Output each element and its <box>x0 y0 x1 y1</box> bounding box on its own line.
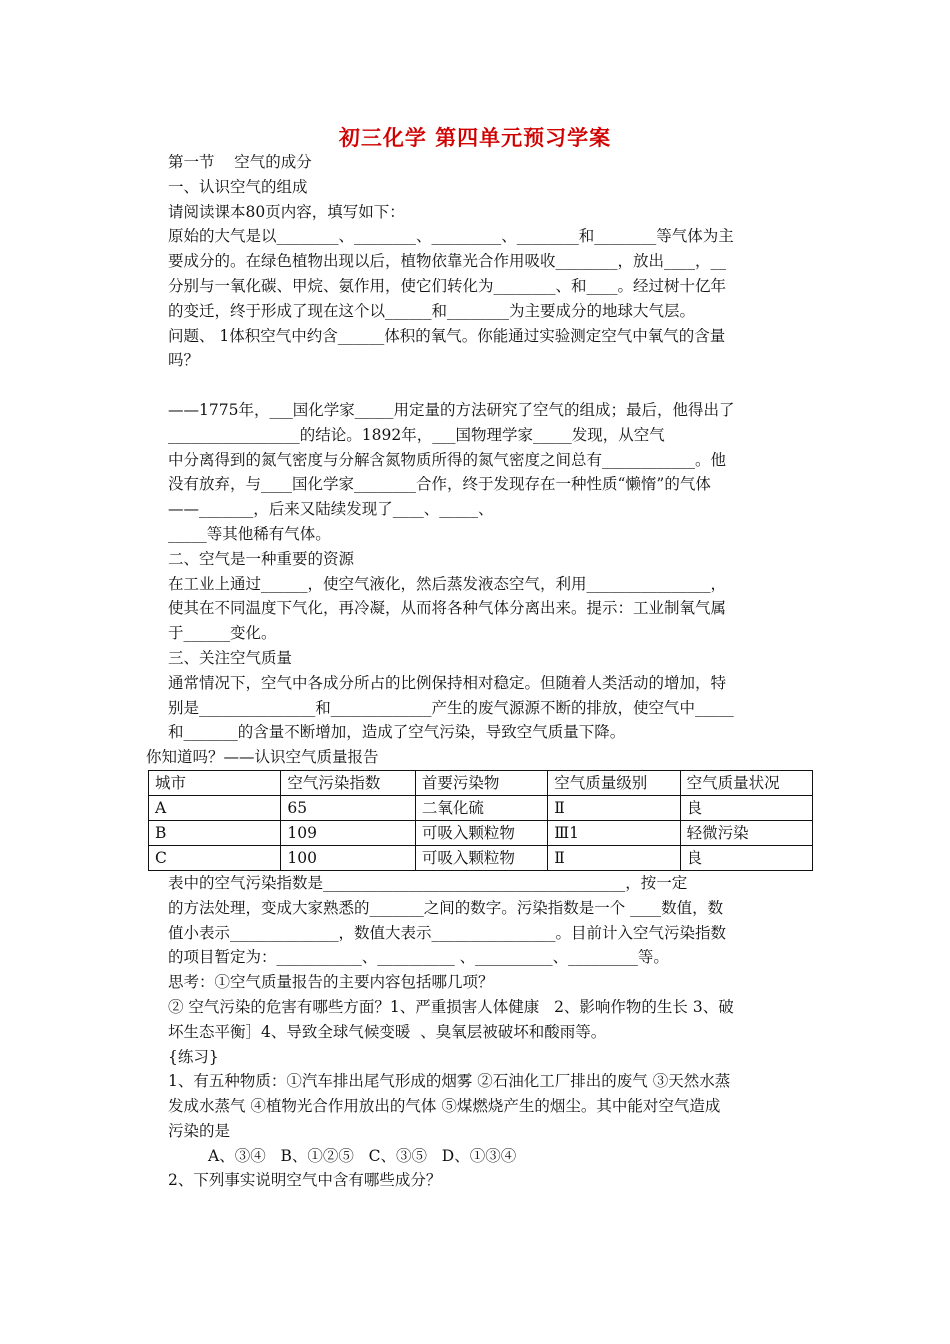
subsection-heading: 一、认识空气的组成 <box>168 177 308 196</box>
text-line: 别是_______________和_____________产生的废气源源不断的排放，使空气中_____ <box>168 698 734 717</box>
table-cell: 轻微污染 <box>680 820 812 845</box>
exercise-question: 2、下列事实说明空气中含有哪些成分？ <box>168 1171 442 1190</box>
exercise-question: 污染的是 <box>168 1121 231 1140</box>
text-line: ——_______，后来又陆续发现了____、_____、 <box>168 500 494 519</box>
text-line: 要成分的。在绿色植物出现以后，植物依靠光合作用吸收________，放出____，__ <box>168 252 727 271</box>
text-line: 没有放弃，与____国化学家________合作，终于发现存在一种性质“懒惰”的气体 <box>168 475 711 494</box>
table-cell: 可吸入颗粒物 <box>415 820 547 845</box>
section-heading: 第一节 空气的成分 <box>168 153 312 171</box>
table-row <box>149 795 813 820</box>
exercise-question: 1、有五种物质：①汽车排出尾气形成的烟雾 ②石油化工厂排出的废气 ③天然水蒸 <box>168 1072 731 1091</box>
text-line: 的变迁，终于形成了现在这个以______和________为主要成分的地球大气层。 <box>168 301 696 320</box>
text-line: 表中的空气污染指数是_______________________________________，按一定 <box>168 873 688 892</box>
answer-options: A、③④ B、①②⑤ C、③⑤ D、①③④ <box>208 1146 517 1165</box>
text-line: 原始的大气是以________、________、_________、________和________等气体为主 <box>168 227 734 246</box>
table-cell: Ⅱ <box>548 845 680 870</box>
text-line: 思考：①空气质量报告的主要内容包括哪几项？ <box>168 973 494 992</box>
header-cell: 空气质量级别 <box>548 770 680 795</box>
table-cell: 二氧化硫 <box>415 795 547 820</box>
header-cell: 首要污染物 <box>415 770 547 795</box>
question-line: 吗？ <box>168 351 200 370</box>
text-line: 的项目暂定为：___________、__________ 、__________、_________等。 <box>168 948 669 967</box>
text-line: 和_______的含量不断增加，造成了空气污染，导致空气质量下降。 <box>168 723 626 742</box>
table-cell: Ⅱ <box>548 795 680 820</box>
table-caption: 你知道吗？——认识空气质量报告 <box>146 748 379 767</box>
text-line: 值小表示______________，数值大表示________________。目前计入空气污染指数 <box>168 923 727 942</box>
text-line: _____等其他稀有气体。 <box>168 524 331 543</box>
table-header-row <box>149 770 813 795</box>
page-title: 初三化学 第四单元预习学案 <box>338 126 612 150</box>
blank-line <box>168 373 780 398</box>
header-cell: 城市 <box>149 770 281 795</box>
text-line: 分别与一氧化碳、甲烷、氨作用，使它们转化为________、和____。经过树十亿年 <box>168 276 727 295</box>
text-line: _________________的结论。1892年，___国物理学家_____发现，从空气 <box>168 425 665 444</box>
table-cell: C <box>149 845 281 870</box>
text-line: 坏生态平衡］4、导致全球气候变暖 、臭氧层被破坏和酸雨等。 <box>168 1022 607 1041</box>
exercise-heading: {练习} <box>168 1047 219 1066</box>
table-cell: A <box>149 795 281 820</box>
subsection-heading: 三、关注空气质量 <box>168 648 293 667</box>
text-line: ② 空气污染的危害有哪些方面？1、严重损害人体健康 2、影响作物的生长 3、破 <box>168 997 734 1016</box>
table-cell: 良 <box>680 845 812 870</box>
text-line: 的方法处理，变成大家熟悉的_______之间的数字。污染指数是一个 ____数值，数 <box>168 898 724 917</box>
exercise-question: 发成水蒸气 ④植物光合作用放出的气体 ⑤煤燃烧产生的烟尘。其中能对空气造成 <box>168 1097 721 1116</box>
table-cell: Ⅲ1 <box>548 820 680 845</box>
table-row <box>149 820 813 845</box>
document-body <box>146 150 780 1193</box>
table-row <box>149 845 813 870</box>
text-line: ——1775年，___国化学家_____用定量的方法研究了空气的组成；最后，他得出了 <box>168 400 735 419</box>
text-line: 请阅读课本80页内容，填写如下： <box>168 202 405 221</box>
table-cell: B <box>149 820 281 845</box>
table-cell: 65 <box>281 795 415 820</box>
header-cell: 空气污染指数 <box>281 770 415 795</box>
text-line: 在工业上通过______，使空气液化，然后蒸发液态空气，利用________________， <box>168 574 727 593</box>
table-cell: 良 <box>680 795 812 820</box>
question-line: 问题、 1体积空气中约含______体积的氧气。你能通过实验测定空气中氧气的含量 <box>168 326 726 345</box>
table-cell: 109 <box>281 820 415 845</box>
table-cell: 可吸入颗粒物 <box>415 845 547 870</box>
table-cell: 100 <box>281 845 415 870</box>
text-line: 中分离得到的氮气密度与分解含氮物质所得的氮气密度之间总有____________。他 <box>168 450 727 469</box>
text-line: 于______变化。 <box>168 624 277 643</box>
air-quality-table <box>148 770 813 871</box>
header-cell: 空气质量状况 <box>680 770 812 795</box>
text-line: 通常情况下，空气中各成分所占的比例保持相对稳定。但随着人类活动的增加，特 <box>168 673 727 692</box>
subsection-heading: 二、空气是一种重要的资源 <box>168 549 355 568</box>
text-line: 使其在不同温度下气化，再冷凝，从而将各种气体分离出来。提示：工业制氧气属 <box>168 599 727 618</box>
